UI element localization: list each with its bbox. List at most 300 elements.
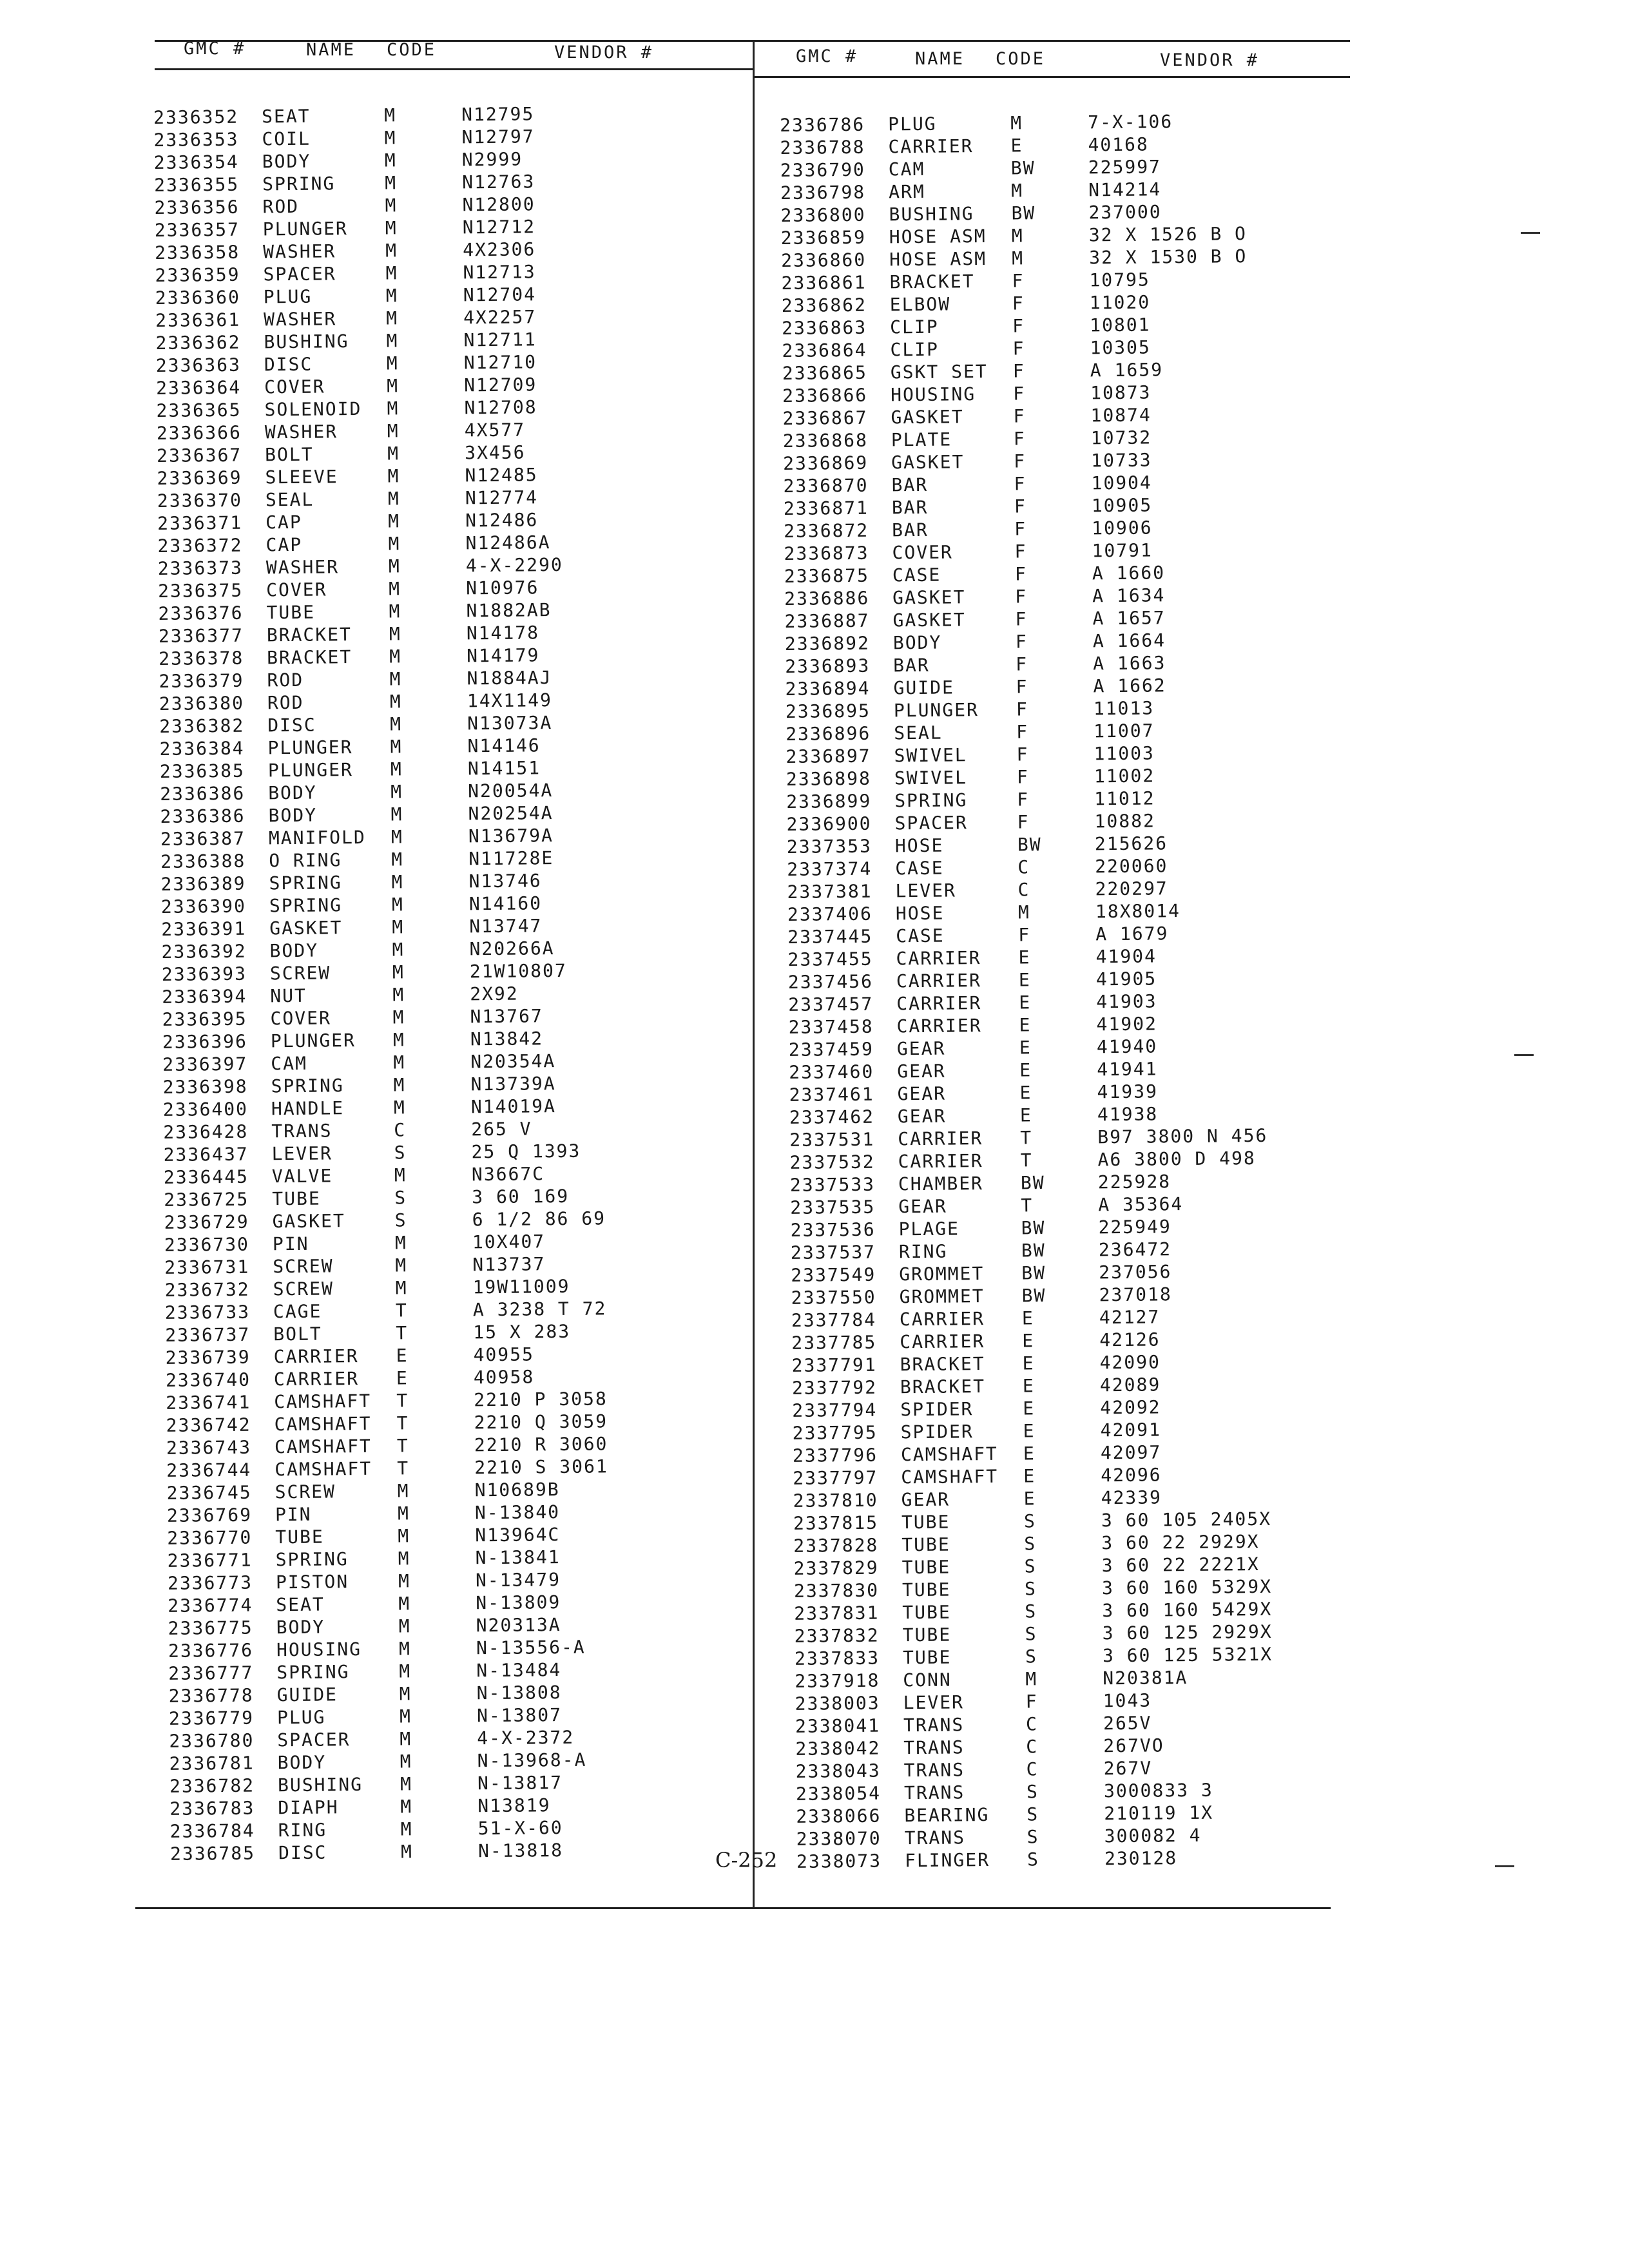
- vendor-number: 41904: [1095, 945, 1157, 968]
- part-number: 2336886: [784, 587, 870, 610]
- vendor-number: N12800: [462, 193, 535, 216]
- vendor-code: T: [397, 1457, 410, 1479]
- vendor-number: N12710: [463, 351, 537, 374]
- part-name: GEAR: [897, 1082, 947, 1105]
- vendor-number: N3667C: [471, 1163, 545, 1186]
- vendor-number: N14146: [467, 735, 541, 757]
- part-name: GROMMET: [899, 1263, 985, 1285]
- vendor-number: 265 V: [471, 1118, 532, 1140]
- vendor-code: S: [1025, 1646, 1038, 1667]
- vendor-code: M: [384, 127, 397, 149]
- vendor-code: M: [387, 443, 400, 465]
- vendor-code: BW: [1021, 1240, 1046, 1262]
- vendor-number: 2210 Q 3059: [474, 1410, 608, 1434]
- vendor-number: 41905: [1095, 968, 1157, 990]
- part-number: 2336770: [167, 1526, 253, 1549]
- part-number: 2336362: [155, 331, 241, 354]
- vendor-code: M: [390, 713, 403, 735]
- vendor-number: A 1659: [1090, 359, 1164, 381]
- part-name: PLUNGER: [270, 1030, 356, 1052]
- part-name: SPRING: [271, 1075, 344, 1097]
- part-name: WASHER: [264, 421, 338, 443]
- vendor-code: S: [1025, 1600, 1037, 1622]
- vendor-code: BW: [1011, 202, 1036, 224]
- vendor-code: E: [1019, 1059, 1032, 1081]
- vendor-code: S: [1027, 1849, 1040, 1870]
- part-number: 2336875: [784, 564, 870, 587]
- vendor-code: M: [385, 240, 398, 262]
- part-name: PISTON: [275, 1571, 349, 1593]
- vendor-number: 40958: [473, 1366, 535, 1389]
- part-name: WASHER: [265, 556, 340, 579]
- part-number: 2337792: [791, 1376, 878, 1399]
- part-name: PLATE: [891, 428, 952, 451]
- vendor-code: C: [1025, 1713, 1039, 1735]
- vendor-number: N12709: [464, 374, 537, 396]
- part-number: 2336363: [155, 354, 242, 376]
- vendor-number: N14179: [467, 644, 540, 667]
- part-name: GASKET: [269, 917, 343, 939]
- vendor-number: N14019A: [470, 1095, 557, 1118]
- vendor-number: 3 60 125 2929X: [1102, 1620, 1273, 1644]
- part-number: 2338070: [796, 1827, 882, 1850]
- vendor-number: N14178: [466, 622, 540, 644]
- part-name: BRACKET: [889, 271, 975, 293]
- right-header-vendor: VENDOR #: [1160, 50, 1260, 70]
- part-name: PLUNGER: [267, 736, 353, 759]
- part-number: 2336873: [784, 542, 869, 564]
- part-number: 2338041: [795, 1715, 881, 1737]
- part-name: TUBE: [901, 1579, 951, 1601]
- part-name: WASHER: [263, 240, 336, 263]
- vendor-number: A 1679: [1095, 923, 1169, 945]
- column-divider: [753, 40, 755, 1908]
- vendor-code: M: [398, 1548, 410, 1570]
- vendor-code: F: [1018, 924, 1031, 946]
- part-name: CAM: [271, 1052, 307, 1075]
- part-number: 2336437: [163, 1143, 249, 1166]
- vendor-code: M: [388, 555, 401, 577]
- part-number: 2336359: [155, 264, 240, 286]
- part-name: CASE: [896, 925, 945, 947]
- part-name: LEVER: [895, 879, 957, 902]
- vendor-number: 10905: [1091, 494, 1153, 517]
- part-number: 2336389: [160, 872, 246, 895]
- part-name: SPRING: [262, 173, 336, 195]
- part-name: GASKET: [891, 406, 964, 428]
- vendor-number: A6 3800 D 498: [1097, 1147, 1256, 1171]
- left-header-code: CODE: [387, 40, 437, 60]
- vendor-number: 3 60 160 5329X: [1101, 1575, 1273, 1599]
- part-name: GEAR: [901, 1488, 950, 1511]
- vendor-code: E: [1010, 135, 1023, 157]
- part-number: 2338066: [796, 1805, 882, 1827]
- vendor-number: A 3238 T 72: [472, 1298, 607, 1321]
- part-name: SOLENOID: [264, 398, 362, 421]
- vendor-code: S: [394, 1187, 407, 1209]
- vendor-number: N13739A: [470, 1073, 556, 1095]
- vendor-number: 230128: [1104, 1847, 1178, 1870]
- vendor-number: 3 60 105 2405X: [1101, 1508, 1272, 1532]
- part-number: 2337810: [793, 1489, 878, 1512]
- part-name: COVER: [266, 579, 327, 601]
- part-name: GSKT SET: [890, 360, 988, 383]
- part-number: 2337829: [793, 1557, 879, 1579]
- part-number: 2336377: [158, 624, 244, 647]
- part-number: 2336364: [156, 376, 242, 399]
- part-number: 2336780: [169, 1729, 255, 1752]
- part-number: 2336739: [165, 1346, 251, 1369]
- part-name: SEAL: [894, 722, 943, 744]
- vendor-number: N-13818: [477, 1840, 564, 1862]
- vendor-number: 4-X-2372: [477, 1726, 575, 1749]
- vendor-number: 220060: [1095, 855, 1168, 878]
- vendor-number: 32 X 1530 B O: [1088, 245, 1248, 269]
- vendor-code: F: [1016, 721, 1029, 743]
- part-name: BOLT: [265, 443, 314, 466]
- vendor-number: N-13484: [476, 1659, 562, 1682]
- vendor-code: M: [387, 420, 400, 442]
- part-number: 2337531: [789, 1128, 875, 1151]
- vendor-number: N13819: [477, 1794, 551, 1817]
- part-number: 2336870: [783, 474, 869, 497]
- vendor-code: M: [392, 939, 405, 961]
- part-number: 2337831: [794, 1602, 880, 1624]
- part-name: SPIDER: [900, 1421, 974, 1443]
- header-bottom-rule-left: [155, 68, 754, 70]
- part-name: RING: [278, 1819, 327, 1841]
- vendor-code: C: [394, 1119, 407, 1141]
- vendor-number: N-13840: [474, 1501, 561, 1524]
- vendor-number: N13073A: [467, 712, 553, 735]
- part-number: 2336861: [781, 271, 867, 294]
- vendor-number: N12711: [463, 329, 537, 351]
- vendor-code: M: [400, 1841, 414, 1863]
- part-number: 2337457: [788, 993, 874, 1015]
- part-name: WASHER: [264, 308, 337, 331]
- table-row: [796, 1845, 1376, 1874]
- part-number: 2336397: [162, 1053, 248, 1075]
- part-name: SEAT: [261, 105, 311, 128]
- part-name: SPACER: [894, 812, 968, 834]
- part-number: 2336745: [166, 1481, 252, 1504]
- vendor-number: N-13968-A: [477, 1749, 587, 1772]
- vendor-code: M: [389, 646, 402, 668]
- vendor-code: M: [386, 352, 399, 374]
- part-number: 2336384: [159, 737, 245, 760]
- part-name: CLIP: [890, 316, 939, 338]
- part-number: 2337833: [794, 1647, 880, 1669]
- vendor-number: 237000: [1088, 201, 1162, 224]
- vendor-number: 220297: [1095, 878, 1168, 900]
- part-number: 2336376: [158, 602, 244, 624]
- vendor-code: M: [389, 623, 401, 645]
- vendor-code: BW: [1021, 1262, 1046, 1284]
- part-name: ELBOW: [889, 293, 951, 316]
- vendor-number: N-13808: [476, 1682, 562, 1704]
- part-number: 2337784: [791, 1309, 877, 1331]
- part-name: DIAPH: [278, 1796, 339, 1819]
- vendor-code: E: [1023, 1465, 1036, 1487]
- part-number: 2336395: [162, 1008, 247, 1030]
- part-name: CARRIER: [896, 970, 982, 992]
- left-header-name: NAME: [306, 40, 356, 60]
- vendor-code: M: [394, 1232, 407, 1254]
- vendor-code: F: [1014, 563, 1027, 585]
- part-number: 2337533: [789, 1173, 876, 1196]
- vendor-code: M: [393, 1074, 406, 1096]
- part-number: 2336741: [166, 1391, 251, 1414]
- part-name: TRANS: [903, 1782, 965, 1804]
- part-number: 2336887: [784, 610, 870, 632]
- vendor-number: 10874: [1090, 404, 1152, 427]
- part-name: COVER: [270, 1007, 332, 1030]
- vendor-number: 210119 1X: [1104, 1802, 1214, 1825]
- vendor-code: F: [1016, 676, 1028, 698]
- part-number: 2336783: [169, 1797, 255, 1820]
- part-name: GEAR: [897, 1060, 946, 1082]
- vendor-code: F: [1016, 766, 1029, 788]
- vendor-number: 10904: [1091, 472, 1152, 494]
- vendor-code: M: [392, 961, 405, 983]
- part-name: CHAMBER: [898, 1173, 984, 1195]
- vendor-number: N13747: [469, 915, 543, 937]
- vendor-code: E: [1019, 1014, 1032, 1036]
- part-name: SCREW: [269, 962, 331, 985]
- vendor-code: F: [1013, 383, 1026, 405]
- part-number: 2337374: [787, 858, 872, 880]
- vendor-number: 3000833 3: [1103, 1779, 1213, 1802]
- part-number: 2336893: [785, 655, 871, 677]
- vendor-code: M: [386, 307, 399, 329]
- part-number: 2336776: [168, 1639, 254, 1662]
- vendor-number: N20354A: [470, 1050, 556, 1073]
- vendor-number: 42090: [1099, 1351, 1161, 1374]
- vendor-code: M: [400, 1751, 412, 1773]
- vendor-number: 10882: [1094, 810, 1156, 832]
- part-name: PLUNGER: [262, 218, 348, 240]
- vendor-code: M: [387, 398, 400, 419]
- part-name: SPRING: [269, 894, 343, 917]
- vendor-code: M: [384, 149, 397, 171]
- vendor-number: N12485: [465, 464, 538, 486]
- part-name: SPACER: [263, 263, 336, 285]
- part-number: 2337549: [791, 1264, 876, 1286]
- vendor-code: F: [1015, 608, 1028, 630]
- part-name: CAM: [888, 158, 925, 180]
- vendor-number: 2210 R 3060: [474, 1433, 608, 1456]
- part-name: GEAR: [897, 1105, 947, 1128]
- part-number: 2336356: [154, 196, 240, 218]
- part-number: 2336392: [161, 940, 247, 963]
- right-parts-column: [780, 109, 1376, 1874]
- part-name: CAMSHAFT: [901, 1465, 999, 1488]
- part-name: CARRIER: [273, 1345, 359, 1368]
- part-number: 2337458: [788, 1015, 874, 1038]
- vendor-code: M: [395, 1277, 408, 1299]
- vendor-number: 3 60 169: [472, 1185, 570, 1208]
- vendor-number: N13964C: [475, 1524, 561, 1546]
- vendor-code: E: [1022, 1352, 1035, 1374]
- part-name: HOSE ASM: [889, 225, 987, 248]
- vendor-code: M: [400, 1728, 412, 1750]
- part-number: 2336897: [786, 745, 871, 767]
- vendor-code: M: [1010, 112, 1023, 134]
- part-name: PLAGE: [898, 1218, 960, 1240]
- part-number: 2336731: [164, 1256, 250, 1278]
- part-name: HOSE: [894, 834, 944, 857]
- part-name: CASE: [895, 857, 944, 879]
- part-name: HOSE: [895, 902, 945, 925]
- part-name: PIN: [275, 1503, 312, 1526]
- vendor-number: N-13479: [475, 1569, 561, 1591]
- vendor-code: M: [387, 465, 400, 487]
- vendor-code: F: [1025, 1691, 1038, 1713]
- vendor-code: M: [400, 1773, 413, 1795]
- part-number: 2336862: [781, 294, 867, 316]
- part-number: 2337794: [792, 1399, 878, 1421]
- part-name: MANIFOLD: [268, 826, 366, 849]
- part-number: 2336778: [168, 1684, 254, 1707]
- vendor-number: N11728E: [468, 847, 554, 870]
- table-row: [170, 1838, 750, 1866]
- part-name: HOSE ASM: [889, 247, 987, 271]
- part-number: 2336371: [157, 512, 243, 534]
- part-number: 2337815: [793, 1512, 879, 1534]
- vendor-number: 41940: [1096, 1035, 1158, 1058]
- vendor-code: E: [1019, 1037, 1032, 1059]
- vendor-code: E: [1019, 992, 1032, 1014]
- part-name: ROD: [267, 669, 304, 691]
- part-number: 2337459: [788, 1038, 874, 1061]
- part-name: BODY: [262, 150, 311, 173]
- vendor-code: E: [1022, 1375, 1035, 1397]
- vendor-number: A 1634: [1092, 584, 1166, 607]
- vendor-code: T: [396, 1412, 409, 1434]
- part-name: SPIDER: [900, 1398, 974, 1421]
- vendor-code: S: [1024, 1578, 1037, 1600]
- part-number: 2336396: [162, 1030, 248, 1053]
- part-number: 2336788: [780, 136, 865, 159]
- part-name: BUSHING: [277, 1774, 363, 1796]
- vendor-number: N20054A: [468, 780, 554, 802]
- vendor-number: 267V: [1103, 1757, 1153, 1780]
- part-number: 2336871: [783, 497, 869, 519]
- vendor-number: 42339: [1101, 1486, 1162, 1509]
- left-parts-column: [153, 101, 750, 1866]
- vendor-number: 225997: [1088, 156, 1162, 178]
- vendor-number: N-13817: [477, 1772, 563, 1794]
- vendor-code: S: [1027, 1803, 1039, 1825]
- part-number: 2337381: [787, 880, 872, 903]
- vendor-code: M: [385, 195, 398, 216]
- part-name: CARRIER: [899, 1308, 985, 1331]
- part-number: 2336382: [159, 715, 245, 737]
- part-name: DISC: [264, 353, 313, 376]
- part-name: COVER: [892, 541, 953, 564]
- part-number: 2337550: [791, 1286, 876, 1309]
- part-number: 2336798: [780, 181, 866, 204]
- part-number: 2336733: [164, 1301, 251, 1323]
- vendor-number: N1882AB: [466, 599, 552, 622]
- vendor-number: 10801: [1090, 314, 1151, 336]
- vendor-code: S: [1026, 1781, 1039, 1803]
- vendor-code: T: [396, 1322, 409, 1344]
- part-name: CARRIER: [898, 1128, 983, 1150]
- vendor-code: BW: [1020, 1172, 1045, 1194]
- vendor-code: E: [1018, 969, 1031, 991]
- vendor-code: C: [1017, 856, 1030, 878]
- part-name: CAP: [265, 533, 303, 556]
- part-name: BAR: [892, 519, 929, 541]
- vendor-code: C: [1026, 1758, 1039, 1780]
- vendor-code: M: [400, 1818, 413, 1840]
- part-name: HOUSING: [891, 383, 976, 406]
- vendor-code: E: [1018, 947, 1031, 968]
- vendor-number: 42127: [1099, 1306, 1161, 1329]
- vendor-number: N12708: [464, 396, 537, 419]
- vendor-number: 267VO: [1103, 1735, 1164, 1757]
- part-number: 2337535: [790, 1196, 876, 1218]
- part-number: 2336445: [163, 1166, 249, 1188]
- vendor-code: T: [396, 1435, 409, 1457]
- part-number: 2337832: [794, 1624, 880, 1647]
- part-name: BODY: [276, 1616, 325, 1639]
- part-number: 2336352: [153, 106, 239, 128]
- vendor-number: A 1663: [1093, 652, 1166, 675]
- part-number: 2337456: [787, 970, 874, 993]
- part-name: BRACKET: [900, 1376, 986, 1398]
- part-name: CARRIER: [896, 1015, 982, 1037]
- part-name: COVER: [264, 376, 325, 398]
- part-number: 2336868: [782, 429, 869, 452]
- vendor-number: 1043: [1103, 1689, 1152, 1712]
- vendor-number: N-13556-A: [476, 1636, 586, 1659]
- vendor-code: S: [1024, 1555, 1037, 1577]
- part-name: TUBE: [902, 1601, 951, 1624]
- vendor-number: N-13807: [476, 1704, 563, 1727]
- vendor-code: M: [398, 1525, 410, 1547]
- part-number: 2336358: [155, 241, 240, 264]
- vendor-code: E: [1021, 1307, 1034, 1329]
- vendor-code: BW: [1017, 834, 1042, 856]
- part-name: CAMSHAFT: [274, 1390, 372, 1413]
- part-name: GUIDE: [893, 677, 955, 699]
- vendor-number: 10733: [1091, 449, 1152, 472]
- part-name: SCREW: [273, 1255, 334, 1278]
- part-number: 2336369: [157, 466, 242, 489]
- vendor-number: B97 3800 N 456: [1097, 1124, 1268, 1148]
- part-number: 2337537: [790, 1241, 876, 1264]
- vendor-number: N20254A: [468, 802, 554, 825]
- part-number: 2337455: [787, 948, 873, 970]
- part-number: 2336378: [159, 647, 244, 669]
- left-header-vendor: VENDOR #: [554, 43, 654, 62]
- right-header-name: NAME: [915, 49, 965, 69]
- vendor-code: M: [393, 1052, 406, 1073]
- vendor-number: 42092: [1100, 1396, 1161, 1419]
- vendor-number: 41938: [1097, 1103, 1159, 1126]
- part-number: 2336390: [160, 895, 247, 918]
- vendor-number: N12486A: [465, 532, 551, 554]
- vendor-number: 3 60 22 2221X: [1101, 1553, 1260, 1577]
- part-number: 2336366: [156, 421, 242, 444]
- part-number: 2337461: [789, 1083, 874, 1106]
- part-number: 2337830: [793, 1579, 880, 1602]
- part-name: SCREW: [275, 1481, 336, 1503]
- part-name: PLUG: [887, 113, 937, 135]
- vendor-number: 3 60 22 2929X: [1101, 1530, 1260, 1554]
